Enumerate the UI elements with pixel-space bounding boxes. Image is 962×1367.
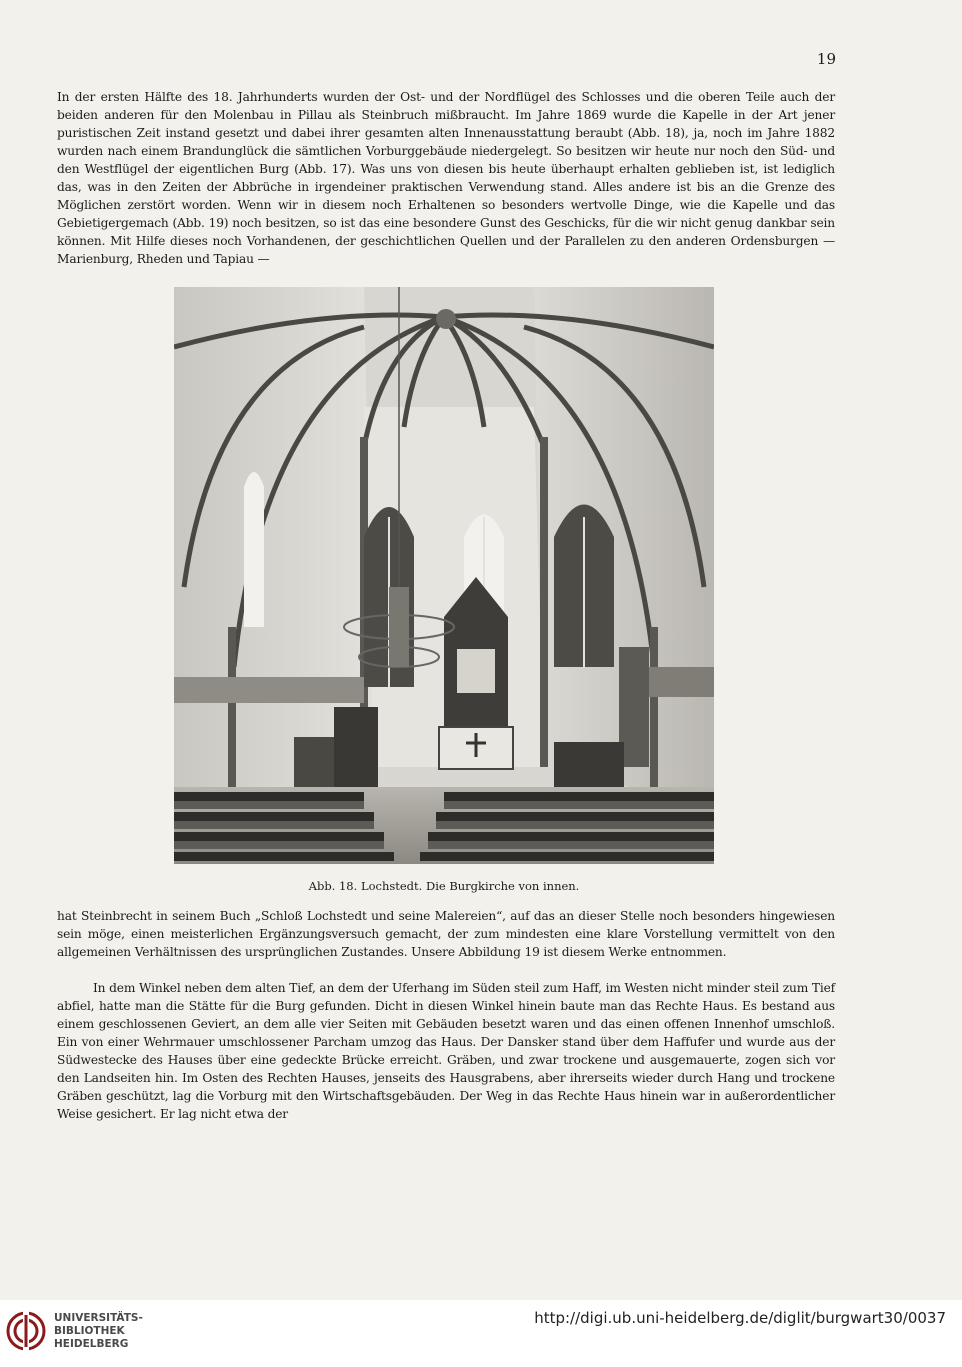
library-name-line1: UNIVERSITÄTS- [54,1312,143,1324]
paragraph-1: In der ersten Hälfte des 18. Jahrhunderts wurden der Ost- und der Nordflügel des Schlosses und die oberen Teile auch der beiden anderen für den Molenbau in Pillau als Steinbruch mißbraucht. Im Jahre 1869 wurde die Kapelle in der Art jener puristischen Zeit instand gesetzt und dabei ihrer gesamten alten Innenausstattung beraubt (Abb. 18), ja, noch im Jahre 1882 wurden nach einem Brandunglück die sämtlichen Vorburggebäude niedergelegt. So besitzen wir heute nur noch den Süd- und den Westflügel der eigentlichen Burg (Abb. 17). Was uns von diesen bis heute überhaupt erhalten geblieben ist, ist lediglich das, was in den Zeiten der Abbrüche in irgendeiner praktischen Verwendung stand. Alles andere ist bis an die Grenze des Möglichen zerstört worden. Wenn wir in diesem noch Erhaltenen so besonders wertvolle Dinge, wie die Kapelle und das Gebietigergemach (Abb. 19) noch besitzen, so ist das eine besondere Gunst des Geschicks, für die wir nicht genug dankbar sein können. Mit Hilfe dieses noch Vorhandenen, der geschichtlichen Quellen und der Parallelen zu den anderen Ordensburgen — Marienburg, Rheden und Tapiau — [57,90,835,266]
library-name-line3: HEIDELBERG [54,1338,129,1350]
library-name-line2: BIBLIOTHEK [54,1325,125,1337]
chapel-photo [174,287,714,864]
paragraph-3: In dem Winkel neben dem alten Tief, an dem der Uferhang im Süden steil zum Haff, im Westen nicht minder steil zum Tief abfiel, hatte man die Stätte für die Burg gefunden. Dicht in diesen Winkel hinein baute man das Rechte Haus. Es bestand aus einem geschlossenen Geviert, an dem alle vier Seiten mit Gebäuden besetzt waren und das einen offenen Innenhof umschloß. Ein von einer Wehrmauer umschlossener Parcham umzog das Haus. Der Dansker stand über dem Haffufer und wurde aus der Südwestecke des Hauses über eine gedeckte Brücke erreicht. Gräben, und zwar trockene und ausgemauerte, zogen sich vor den Landseiten hin. Im Osten des Rechten Hauses, jenseits des Hausgrabens, aber ihrerseits wieder durch Hang und trockene Gräben geschützt, lag die Vorburg mit den Wirtschaftsgebäuden. Der Weg in das Rechte Haus hinein war in außerordentlicher Weise gesichert. Er lag nicht etwa der [57,981,835,1121]
footer-bar [0,1300,962,1367]
library-name [54,1312,143,1351]
figure-caption: Abb. 18. Lochstedt. Die Burgkirche von innen. [308,879,580,893]
paragraph-2: hat Steinbrecht in seinem Buch „Schloß Lochstedt und seine Malereien“, auf das an dieser Stelle noch besonders hingewiesen sein möge, einen meisterlichen Ergänzungsversuch gemacht, der zum mindesten eine klare Vorstellung vermittelt von den allgemeinen Verhältnissen des ursprünglichen Zustandes. Unsere Abbildung 19 ist diesem Werke entnommen. [57,909,835,959]
page-number: 19 [816,50,836,68]
figure-chapel-interior [174,287,714,864]
source-url-link[interactable]: http://digi.ub.uni-heidelberg.de/diglit/burgwart30/0037 [534,1309,946,1327]
library-logo-icon [6,1309,46,1357]
